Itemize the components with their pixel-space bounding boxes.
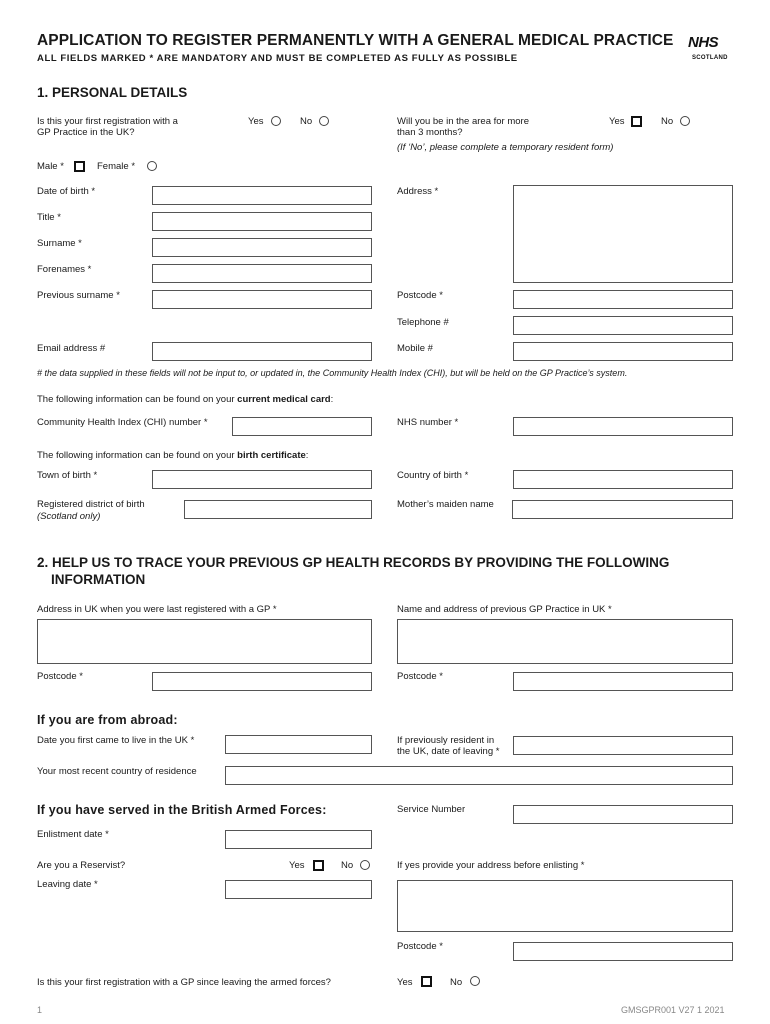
female-label: Female * (97, 161, 136, 172)
reservist-yes-label: Yes (289, 860, 305, 871)
reservist-no-label: No (341, 860, 354, 871)
mobile-label: Mobile # (397, 343, 433, 354)
recent-country-label: Your most recent country of residence (37, 766, 197, 777)
town-of-birth-label: Town of birth * (37, 470, 98, 481)
previous-surname-field[interactable] (152, 290, 372, 309)
first-registration-yes-radio[interactable] (271, 116, 281, 126)
previous-address-label: Address in UK when you were last registered with a GP * (37, 604, 277, 615)
enlistment-date-label: Enlistment date * (37, 829, 109, 840)
telephone-label: Telephone # (397, 317, 449, 328)
country-of-birth-field[interactable] (513, 470, 733, 489)
postcode-label: Postcode * (397, 290, 443, 301)
area-yes-label: Yes (609, 116, 625, 127)
previous-practice-postcode-field[interactable] (513, 672, 733, 691)
address-field[interactable] (513, 185, 733, 283)
first-since-forces-question: Is this your first registration with a GP since leaving the armed forces? (37, 977, 331, 988)
previous-address-postcode-label: Postcode * (37, 671, 83, 682)
form-title: APPLICATION TO REGISTER PERMANENTLY WITH A GENERAL MEDICAL PRACTICE (37, 32, 674, 49)
service-number-label: Service Number (397, 804, 466, 815)
birth-certificate-note: The following information can be found on your birth certificate: (37, 450, 309, 461)
forenames-label: Forenames * (37, 264, 92, 275)
registered-district-field[interactable] (184, 500, 372, 519)
previous-address-field[interactable] (37, 619, 372, 664)
surname-label: Surname * (37, 238, 82, 249)
hash-fields-note: # the data supplied in these fields will not be input to, or updated in, the Community Health Index (CHI), but will be held on the GP Practice’s system. (37, 368, 628, 378)
email-field[interactable] (152, 342, 372, 361)
armed-forces-heading: If you have served in the British Armed Forces: (37, 803, 327, 817)
reservist-yes-checkbox[interactable] (313, 860, 324, 871)
male-checkbox[interactable] (74, 161, 85, 172)
previous-practice-field[interactable] (397, 619, 733, 664)
date-of-leaving-field[interactable] (513, 736, 733, 755)
forenames-field[interactable] (152, 264, 372, 283)
forces-postcode-field[interactable] (513, 942, 733, 961)
date-of-leaving-label-line1: If previously resident in (397, 735, 495, 746)
first-since-forces-yes-label: Yes (397, 977, 413, 988)
chi-number-field[interactable] (232, 417, 372, 436)
surname-field[interactable] (152, 238, 372, 257)
title-field[interactable] (152, 212, 372, 231)
first-registration-no-label: No (300, 116, 313, 127)
male-label: Male * (37, 161, 64, 172)
first-registration-question-line1: Is this your first registration with a (37, 116, 178, 127)
country-of-birth-label: Country of birth * (397, 470, 469, 481)
date-of-leaving-label-line2: the UK, date of leaving * (397, 746, 500, 757)
female-radio[interactable] (147, 161, 157, 171)
address-before-enlisting-field[interactable] (397, 880, 733, 932)
area-no-label: No (661, 116, 674, 127)
service-number-field[interactable] (513, 805, 733, 824)
dob-label: Date of birth * (37, 186, 96, 197)
area-question-line1: Will you be in the area for more (397, 116, 530, 127)
dob-field[interactable] (152, 186, 372, 205)
nhs-number-field[interactable] (513, 417, 733, 436)
registered-district-label-line2: (Scotland only) (37, 511, 101, 522)
logo-nhs-text: NHS (688, 34, 719, 51)
previous-practice-label: Name and address of previous GP Practice in UK * (397, 604, 612, 615)
leaving-date-field[interactable] (225, 880, 372, 899)
temporary-resident-note: (If ‘No’, please complete a temporary resident form) (397, 142, 614, 153)
recent-country-field[interactable] (225, 766, 733, 785)
address-before-enlisting-label: If yes provide your address before enlisting * (397, 860, 585, 871)
first-registration-question-line2: GP Practice in the UK? (37, 127, 135, 138)
postcode-field[interactable] (513, 290, 733, 309)
first-since-forces-no-label: No (450, 977, 463, 988)
area-no-radio[interactable] (680, 116, 690, 126)
nhs-scotland-logo (688, 34, 734, 64)
section1-title: 1. PERSONAL DETAILS (37, 85, 188, 100)
first-registration-yes-label: Yes (248, 116, 264, 127)
reservist-question: Are you a Reservist? (37, 860, 126, 871)
enlistment-date-field[interactable] (225, 830, 372, 849)
first-since-forces-no-radio[interactable] (470, 976, 480, 986)
logo-scotland-text: SCOTLAND (692, 55, 728, 61)
date-came-to-uk-field[interactable] (225, 735, 372, 754)
nhs-number-label: NHS number * (397, 417, 459, 428)
date-came-to-uk-label: Date you first came to live in the UK * (37, 735, 195, 746)
previous-practice-postcode-label: Postcode * (397, 671, 443, 682)
area-question-line2: than 3 months? (397, 127, 463, 138)
previous-surname-label: Previous surname * (37, 290, 120, 301)
first-registration-no-radio[interactable] (319, 116, 329, 126)
town-of-birth-field[interactable] (152, 470, 372, 489)
forces-postcode-label: Postcode * (397, 941, 443, 952)
email-label: Email address # (37, 343, 106, 354)
chi-number-label: Community Health Index (CHI) number * (37, 417, 208, 428)
section2-title-line2: INFORMATION (51, 572, 146, 587)
page-number: 1 (37, 1005, 43, 1015)
form-code: GMSGPR001 V27 1 2021 (621, 1005, 725, 1015)
registered-district-label-line1: Registered district of birth (37, 499, 145, 510)
abroad-heading: If you are from abroad: (37, 713, 178, 727)
area-yes-checkbox[interactable] (631, 116, 642, 127)
previous-address-postcode-field[interactable] (152, 672, 372, 691)
section2-title-line1: 2. HELP US TO TRACE YOUR PREVIOUS GP HEALTH RECORDS BY PROVIDING THE FOLLOWING (37, 555, 670, 570)
mobile-field[interactable] (513, 342, 733, 361)
medical-card-note: The following information can be found on your current medical card: (37, 394, 334, 405)
maiden-name-field[interactable] (512, 500, 733, 519)
first-since-forces-yes-checkbox[interactable] (421, 976, 432, 987)
reservist-no-radio[interactable] (360, 860, 370, 870)
address-label: Address * (397, 186, 439, 197)
leaving-date-label: Leaving date * (37, 879, 98, 890)
telephone-field[interactable] (513, 316, 733, 335)
form-subtitle: ALL FIELDS MARKED * ARE MANDATORY AND MUST BE COMPLETED AS FULLY AS POSSIBLE (37, 53, 518, 64)
maiden-name-label: Mother’s maiden name (397, 499, 494, 510)
title-label: Title * (37, 212, 61, 223)
